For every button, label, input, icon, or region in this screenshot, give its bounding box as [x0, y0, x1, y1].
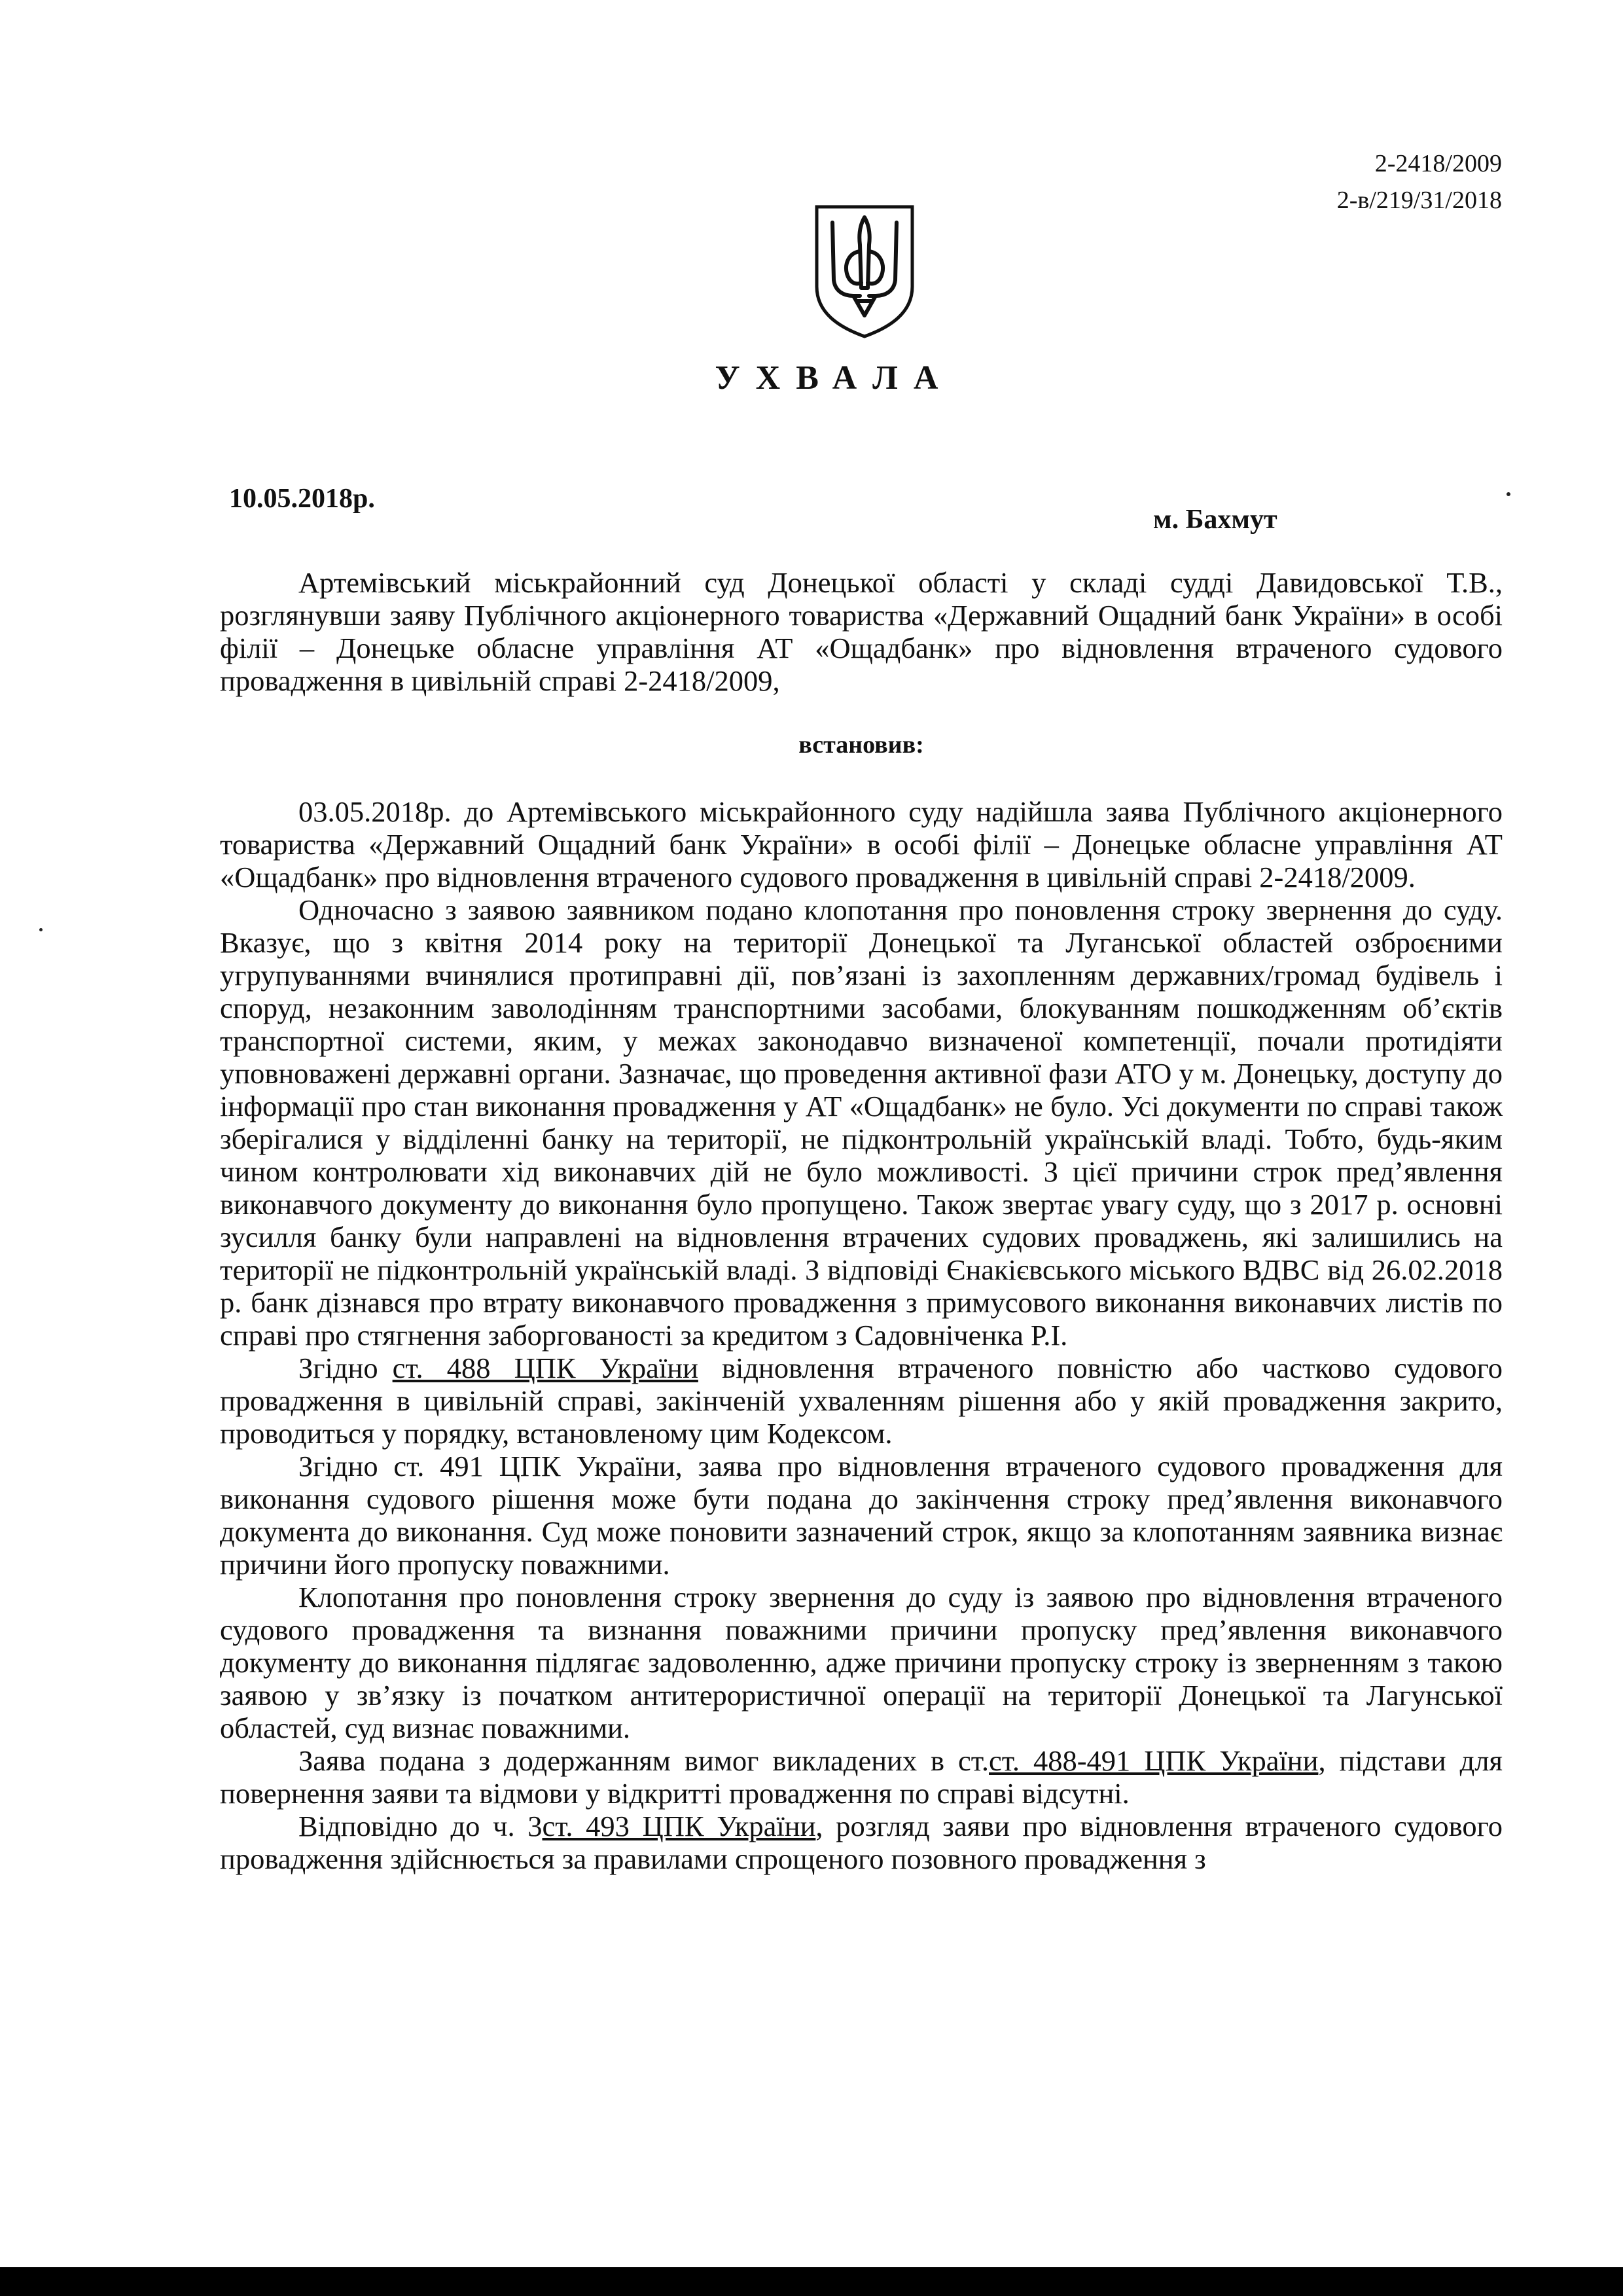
decision-date: 10.05.2018р.	[229, 484, 375, 514]
intro-paragraph: Артемівський міськрайонний суд Донецької області у складі судді Давидовської Т.В., розглянувши заяву Публічного акціонерного товариства «Державний Ощадний банк України» в особі філії – Донецьке обласне управління АТ «Ощадбанк» про відновлення втраченого судового провадження в цивільній справі 2-2418/2009,	[220, 566, 1503, 697]
decision-city: м. Бахмут	[1153, 505, 1277, 535]
requirements-text: , підстави для повернення заяви та відмови у відкритті провадження по справі відсутні.	[220, 1744, 1503, 1810]
paragraph-requirements-met	[220, 1744, 1503, 1810]
paragraph-article-488	[220, 1352, 1503, 1450]
article-488-text: відновлення втраченого повністю або частково судового провадження в цивільній справі, закінченій ухваленням рішення або у якій провадження закрито, проводиться у порядку, встановленому цим Кодексом.	[220, 1352, 1503, 1450]
requirements-prefix: Заява подана з додержанням вимог викладених в ст.	[298, 1744, 990, 1777]
document-title: УХВАЛА	[715, 359, 954, 397]
paragraph-article-493	[220, 1810, 1503, 1875]
paragraph-application-received: 03.05.2018р. до Артемівського міськрайонного суду надійшла заява Публічного акціонерного товариства «Державний Ощадний банк України» в особі філії – Донецьке обласне управління АТ «Ощадбанк» про відновлення втраченого судового провадження в цивільній справі 2-2418/2009.	[220, 795, 1503, 893]
case-number-main: 2-2418/2009	[1374, 150, 1502, 177]
ukraine-trident-coat-of-arms-icon	[813, 203, 916, 340]
established-heading: встановив:	[798, 731, 924, 759]
scan-speck	[39, 928, 43, 931]
case-numbers	[1337, 145, 1502, 219]
article-493-link[interactable]: ст. 493 ЦПК України	[542, 1810, 816, 1842]
scan-edge-bar	[0, 2267, 1623, 2296]
paragraph-article-491: Згідно ст. 491 ЦПК України, заява про відновлення втраченого судового провадження для виконання судового рішення може бути подана до закінчення строку пред’явлення виконавчого документа до виконання. Суд може поновити зазначений строк, якщо за клопотанням заявника визнає причини його пропуску поважними.	[220, 1450, 1503, 1581]
paragraph-petition-renewal: Одночасно з заявою заявником подано клопотання про поновлення строку звернення до суду. Вказує, що з квітня 2014 року на території Донецької та Луганської областей озброєними угрупуваннями вчинялися протиправні дії, пов’язані із захопленням державних/громад будівель і споруд, незаконним заволодінням транспортними засобами, блокуванням пошкодженням об’єктів транспортної системи, яким, у межах законодавчо визначеної компетенції, почали протидіяти уповноважені державні органи. Зазначає, що проведення активної фази АТО у м. Донецьку, доступу до інформації про стан виконання провадження у АТ «Ощадбанк» не було. Усі документи по справі також зберігалися у відділенні банку на території, не підконтрольній українській владі. Тобто, будь-яким чином контролювати хід виконавчих дій не було можливості. З цієї причини строк пред’явлення виконавчого документу до виконання було пропущено. Також звертає увагу суду, що з 2017 р. основні зусилля банку були направлені на відновлення втрачених судових проваджень, які залишились на території не підконтрольній українській владі. З відповіді Єнакієвського міського ВДВС від 26.02.2018 р. банк дізнався про втрату виконавчого провадження з примусового виконання виконавчих листів по справі про стягнення заборгованості за кредитом з Садовніченка Р.І.	[220, 893, 1503, 1352]
paragraph-petition-granted: Клопотання про поновлення строку звернення до суду із заявою про відновлення втраченого судового провадження та визнання поважними причини пропуску пред’явлення виконавчого документу до виконання підлягає задоволенню, адже причини пропуску строку із зверненням з такою заявою у зв’язку із початком антитерористичної операції на території Донецької та Лагунської областей, суд визнає поважними.	[220, 1581, 1503, 1744]
article-488-prefix: Згідно	[298, 1352, 378, 1384]
document-body	[220, 566, 1503, 1875]
article-493-text: , розгляд заяви про відновлення втраченого судового провадження здійснюється за правилами спрощеного позовного провадження з	[220, 1810, 1503, 1875]
articles-488-491-link[interactable]: ст. 488-491 ЦПК України	[989, 1744, 1319, 1777]
case-number-secondary: 2-в/219/31/2018	[1336, 187, 1502, 214]
scan-speck	[1507, 492, 1510, 496]
article-488-link[interactable]: ст. 488 ЦПК України	[392, 1352, 698, 1384]
article-493-prefix: Відповідно до ч. 3	[298, 1810, 543, 1842]
